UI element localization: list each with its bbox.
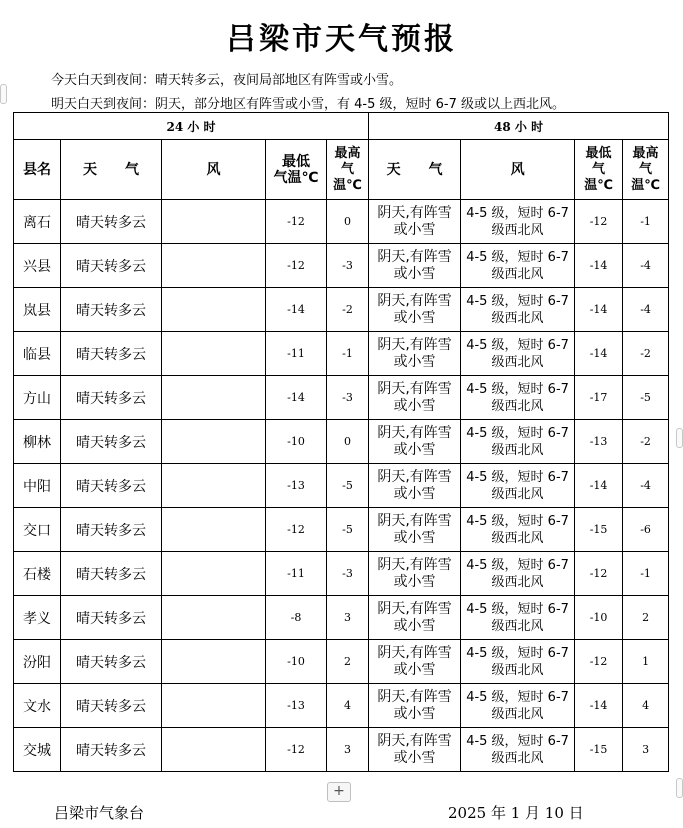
table-row <box>14 376 669 420</box>
max48-cell: -2 <box>623 420 669 464</box>
weather48-line2: 或小雪 <box>393 529 436 546</box>
min-temp-cell: -14 <box>266 288 327 332</box>
weather48-cell <box>369 596 461 640</box>
weather48-cell <box>369 552 461 596</box>
weather-cell: 晴天转多云 <box>61 376 162 420</box>
wind-header: 风 <box>162 140 266 200</box>
weather-cell: 晴天转多云 <box>61 640 162 684</box>
weather48-line2: 或小雪 <box>393 397 436 414</box>
wind48-line1: 4-5 级，短时 6-7 <box>466 513 569 529</box>
county-cell: 交城 <box>14 728 61 772</box>
weather48-line1: 阴天,有阵雪 <box>377 644 452 661</box>
table-row <box>14 508 669 552</box>
wind48-cell <box>461 288 575 332</box>
wind48-line2: 级西北风 <box>491 398 544 414</box>
wind48-line2: 级西北风 <box>491 750 544 766</box>
summary-tomorrow: 明天白天到夜间：阴天，部分地区有阵雪或小雪，有 4-5 级，短时 6-7 级或以上西北风。 <box>51 97 565 112</box>
max-temp-cell: 3 <box>327 596 369 640</box>
county-cell: 中阳 <box>14 464 61 508</box>
county-cell: 方山 <box>14 376 61 420</box>
min-temp-cell: -13 <box>266 684 327 728</box>
weather-cell: 晴天转多云 <box>61 552 162 596</box>
wind-cell <box>162 244 266 288</box>
wind48-cell <box>461 640 575 684</box>
weather48-cell <box>369 200 461 244</box>
weather48-line2: 或小雪 <box>393 221 436 238</box>
max48-header-line2: 气 <box>639 161 653 177</box>
weather48-line1: 阴天,有阵雪 <box>377 556 452 573</box>
wind48-line1: 4-5 级，短时 6-7 <box>466 293 569 309</box>
table-row <box>14 596 669 640</box>
max-temp-header-line3: 温℃ <box>333 177 362 193</box>
max48-cell: 3 <box>623 728 669 772</box>
weather-cell: 晴天转多云 <box>61 596 162 640</box>
max-temp-cell: 2 <box>327 640 369 684</box>
weather48-cell <box>369 332 461 376</box>
wind48-line2: 级西北风 <box>491 574 544 590</box>
wind48-line1: 4-5 级，短时 6-7 <box>466 733 569 749</box>
wind48-line2: 级西北风 <box>491 662 544 678</box>
weather48-line2: 或小雪 <box>393 573 436 590</box>
wind48-line2: 级西北风 <box>491 354 544 370</box>
weather-header: 天 气 <box>61 140 162 200</box>
forecast-table <box>13 112 669 772</box>
weather48-cell <box>369 376 461 420</box>
table-row <box>14 728 669 772</box>
min-temp-cell: -12 <box>266 244 327 288</box>
max-temp-header-line1: 最高 <box>334 145 361 161</box>
weather48-cell <box>369 640 461 684</box>
min48-cell: -14 <box>575 332 623 376</box>
table-row <box>14 420 669 464</box>
right-edge-handle[interactable] <box>676 428 683 448</box>
min-temp-header-line2: 气温℃ <box>273 169 319 186</box>
weather48-line2: 或小雪 <box>393 441 436 458</box>
max-temp-cell: -5 <box>327 508 369 552</box>
max-temp-cell: 0 <box>327 200 369 244</box>
min48-cell: -14 <box>575 288 623 332</box>
county-cell: 孝义 <box>14 596 61 640</box>
wind-cell <box>162 728 266 772</box>
wind-cell <box>162 684 266 728</box>
min48-cell: -15 <box>575 508 623 552</box>
wind-cell <box>162 332 266 376</box>
max-temp-cell: -3 <box>327 376 369 420</box>
weather48-cell <box>369 420 461 464</box>
county-cell: 岚县 <box>14 288 61 332</box>
wind48-line1: 4-5 级，短时 6-7 <box>466 689 569 705</box>
max-temp-cell: -5 <box>327 464 369 508</box>
left-edge-handle[interactable] <box>0 84 7 104</box>
max48-header <box>623 140 669 200</box>
wind48-cell <box>461 684 575 728</box>
wind-cell <box>162 552 266 596</box>
max48-cell: -1 <box>623 552 669 596</box>
wind-cell <box>162 464 266 508</box>
weather48-line2: 或小雪 <box>393 661 436 678</box>
wind48-cell <box>461 332 575 376</box>
weather48-line1: 阴天,有阵雪 <box>377 424 452 441</box>
weather48-cell <box>369 288 461 332</box>
wind48-line2: 级西北风 <box>491 442 544 458</box>
min48-header-line2: 气 <box>592 161 606 177</box>
wind48-line2: 级西北风 <box>491 530 544 546</box>
wind48-cell <box>461 420 575 464</box>
weather48-line2: 或小雪 <box>393 617 436 634</box>
table-row <box>14 244 669 288</box>
weather48-line1: 阴天,有阵雪 <box>377 512 452 529</box>
weather48-line1: 阴天,有阵雪 <box>377 248 452 265</box>
weather48-cell <box>369 684 461 728</box>
table-row <box>14 684 669 728</box>
wind48-cell <box>461 376 575 420</box>
table-row <box>14 288 669 332</box>
wind48-line1: 4-5 级，短时 6-7 <box>466 337 569 353</box>
weather48-line2: 或小雪 <box>393 265 436 282</box>
max48-cell: -5 <box>623 376 669 420</box>
min-temp-cell: -11 <box>266 332 327 376</box>
wind-cell <box>162 200 266 244</box>
min48-header-line3: 温℃ <box>584 177 613 193</box>
wind48-line1: 4-5 级，短时 6-7 <box>466 249 569 265</box>
max48-cell: -4 <box>623 244 669 288</box>
wind48-line1: 4-5 级，短时 6-7 <box>466 425 569 441</box>
wind48-cell <box>461 244 575 288</box>
table-row <box>14 464 669 508</box>
max48-cell: 4 <box>623 684 669 728</box>
weather-cell: 晴天转多云 <box>61 464 162 508</box>
table-row <box>14 200 669 244</box>
table-row <box>14 640 669 684</box>
table-row <box>14 332 669 376</box>
wind48-cell <box>461 728 575 772</box>
max48-header-line3: 温℃ <box>631 177 660 193</box>
weather-cell: 晴天转多云 <box>61 508 162 552</box>
period-48h-header: 48 小 时 <box>369 113 669 140</box>
weather48-line2: 或小雪 <box>393 353 436 370</box>
weather-cell: 晴天转多云 <box>61 684 162 728</box>
weather48-header: 天 气 <box>369 140 461 200</box>
max-temp-cell: -1 <box>327 332 369 376</box>
wind48-cell <box>461 552 575 596</box>
weather-cell: 晴天转多云 <box>61 244 162 288</box>
min-temp-cell: -8 <box>266 596 327 640</box>
max-temp-header-line2: 气 <box>341 161 355 177</box>
min48-cell: -10 <box>575 596 623 640</box>
weather48-line1: 阴天,有阵雪 <box>377 732 452 749</box>
county-cell: 文水 <box>14 684 61 728</box>
wind-cell <box>162 508 266 552</box>
max-temp-cell: -3 <box>327 552 369 596</box>
county-header: 县名 <box>14 140 61 200</box>
weather48-line1: 阴天,有阵雪 <box>377 204 452 221</box>
wind48-line1: 4-5 级，短时 6-7 <box>466 205 569 221</box>
max48-cell: -2 <box>623 332 669 376</box>
county-cell: 兴县 <box>14 244 61 288</box>
min-temp-cell: -12 <box>266 508 327 552</box>
min48-cell: -17 <box>575 376 623 420</box>
weather-cell: 晴天转多云 <box>61 332 162 376</box>
page-title: 吕梁市天气预报 <box>226 22 457 57</box>
weather48-cell <box>369 508 461 552</box>
wind48-cell <box>461 596 575 640</box>
min-temp-cell: -10 <box>266 640 327 684</box>
min-temp-header-line1: 最低 <box>282 153 310 170</box>
min48-cell: -12 <box>575 200 623 244</box>
weather48-cell <box>369 244 461 288</box>
max-temp-cell: 4 <box>327 684 369 728</box>
wind-cell <box>162 376 266 420</box>
wind-cell <box>162 640 266 684</box>
table-row <box>14 552 669 596</box>
weather48-line2: 或小雪 <box>393 309 436 326</box>
min48-header <box>575 140 623 200</box>
max-temp-header <box>327 140 369 200</box>
max48-cell: -1 <box>623 200 669 244</box>
weather48-line1: 阴天,有阵雪 <box>377 380 452 397</box>
wind48-line2: 级西北风 <box>491 618 544 634</box>
min-temp-cell: -11 <box>266 552 327 596</box>
county-cell: 交口 <box>14 508 61 552</box>
wind48-header: 风 <box>461 140 575 200</box>
max48-cell: 2 <box>623 596 669 640</box>
add-button[interactable]: + <box>327 782 351 802</box>
wind48-line2: 级西北风 <box>491 486 544 502</box>
min48-cell: -12 <box>575 552 623 596</box>
max-temp-cell: 3 <box>327 728 369 772</box>
weather48-line2: 或小雪 <box>393 485 436 502</box>
max48-cell: -4 <box>623 464 669 508</box>
wind48-line1: 4-5 级，短时 6-7 <box>466 601 569 617</box>
wind48-line1: 4-5 级，短时 6-7 <box>466 381 569 397</box>
min48-cell: -13 <box>575 420 623 464</box>
wind-cell <box>162 288 266 332</box>
right-edge-handle-bottom[interactable] <box>676 778 683 798</box>
wind48-line2: 级西北风 <box>491 222 544 238</box>
weather48-line1: 阴天,有阵雪 <box>377 292 452 309</box>
wind48-line1: 4-5 级，短时 6-7 <box>466 645 569 661</box>
wind48-line2: 级西北风 <box>491 310 544 326</box>
county-cell: 离石 <box>14 200 61 244</box>
max-temp-cell: 0 <box>327 420 369 464</box>
county-cell: 临县 <box>14 332 61 376</box>
weather48-line2: 或小雪 <box>393 705 436 722</box>
wind-cell <box>162 420 266 464</box>
weather48-line1: 阴天,有阵雪 <box>377 468 452 485</box>
max-temp-cell: -3 <box>327 244 369 288</box>
weather48-cell <box>369 728 461 772</box>
weather-cell: 晴天转多云 <box>61 728 162 772</box>
min-temp-cell: -12 <box>266 200 327 244</box>
county-cell: 石楼 <box>14 552 61 596</box>
min-temp-cell: -12 <box>266 728 327 772</box>
min48-cell: -14 <box>575 464 623 508</box>
county-cell: 柳林 <box>14 420 61 464</box>
weather-cell: 晴天转多云 <box>61 420 162 464</box>
wind48-line2: 级西北风 <box>491 266 544 282</box>
min-temp-cell: -10 <box>266 420 327 464</box>
wind48-cell <box>461 464 575 508</box>
county-cell: 汾阳 <box>14 640 61 684</box>
weather48-line1: 阴天,有阵雪 <box>377 688 452 705</box>
weather-cell: 晴天转多云 <box>61 200 162 244</box>
min-temp-cell: -13 <box>266 464 327 508</box>
max48-cell: -6 <box>623 508 669 552</box>
max48-header-line1: 最高 <box>632 145 659 161</box>
wind48-cell <box>461 200 575 244</box>
weather48-line2: 或小雪 <box>393 749 436 766</box>
min48-cell: -15 <box>575 728 623 772</box>
issuer-name: 吕梁市气象台 <box>54 804 145 822</box>
wind48-cell <box>461 508 575 552</box>
min-temp-cell: -14 <box>266 376 327 420</box>
weather-cell: 晴天转多云 <box>61 288 162 332</box>
wind48-line1: 4-5 级，短时 6-7 <box>466 557 569 573</box>
issue-date: 2025 年 1 月 10 日 <box>448 804 584 822</box>
wind48-line1: 4-5 级，短时 6-7 <box>466 469 569 485</box>
max48-cell: 1 <box>623 640 669 684</box>
max-temp-cell: -2 <box>327 288 369 332</box>
wind48-line2: 级西北风 <box>491 706 544 722</box>
min48-header-line1: 最低 <box>585 145 612 161</box>
max48-cell: -4 <box>623 288 669 332</box>
min48-cell: -12 <box>575 640 623 684</box>
min48-cell: -14 <box>575 244 623 288</box>
period-24h-header: 24 小 时 <box>14 113 369 140</box>
weather48-cell <box>369 464 461 508</box>
weather48-line1: 阴天,有阵雪 <box>377 336 452 353</box>
summary-today: 今天白天到夜间：晴天转多云，夜间局部地区有阵雪或小雪。 <box>51 73 403 88</box>
weather48-line1: 阴天,有阵雪 <box>377 600 452 617</box>
min48-cell: -14 <box>575 684 623 728</box>
wind-cell <box>162 596 266 640</box>
min-temp-header <box>266 140 327 200</box>
